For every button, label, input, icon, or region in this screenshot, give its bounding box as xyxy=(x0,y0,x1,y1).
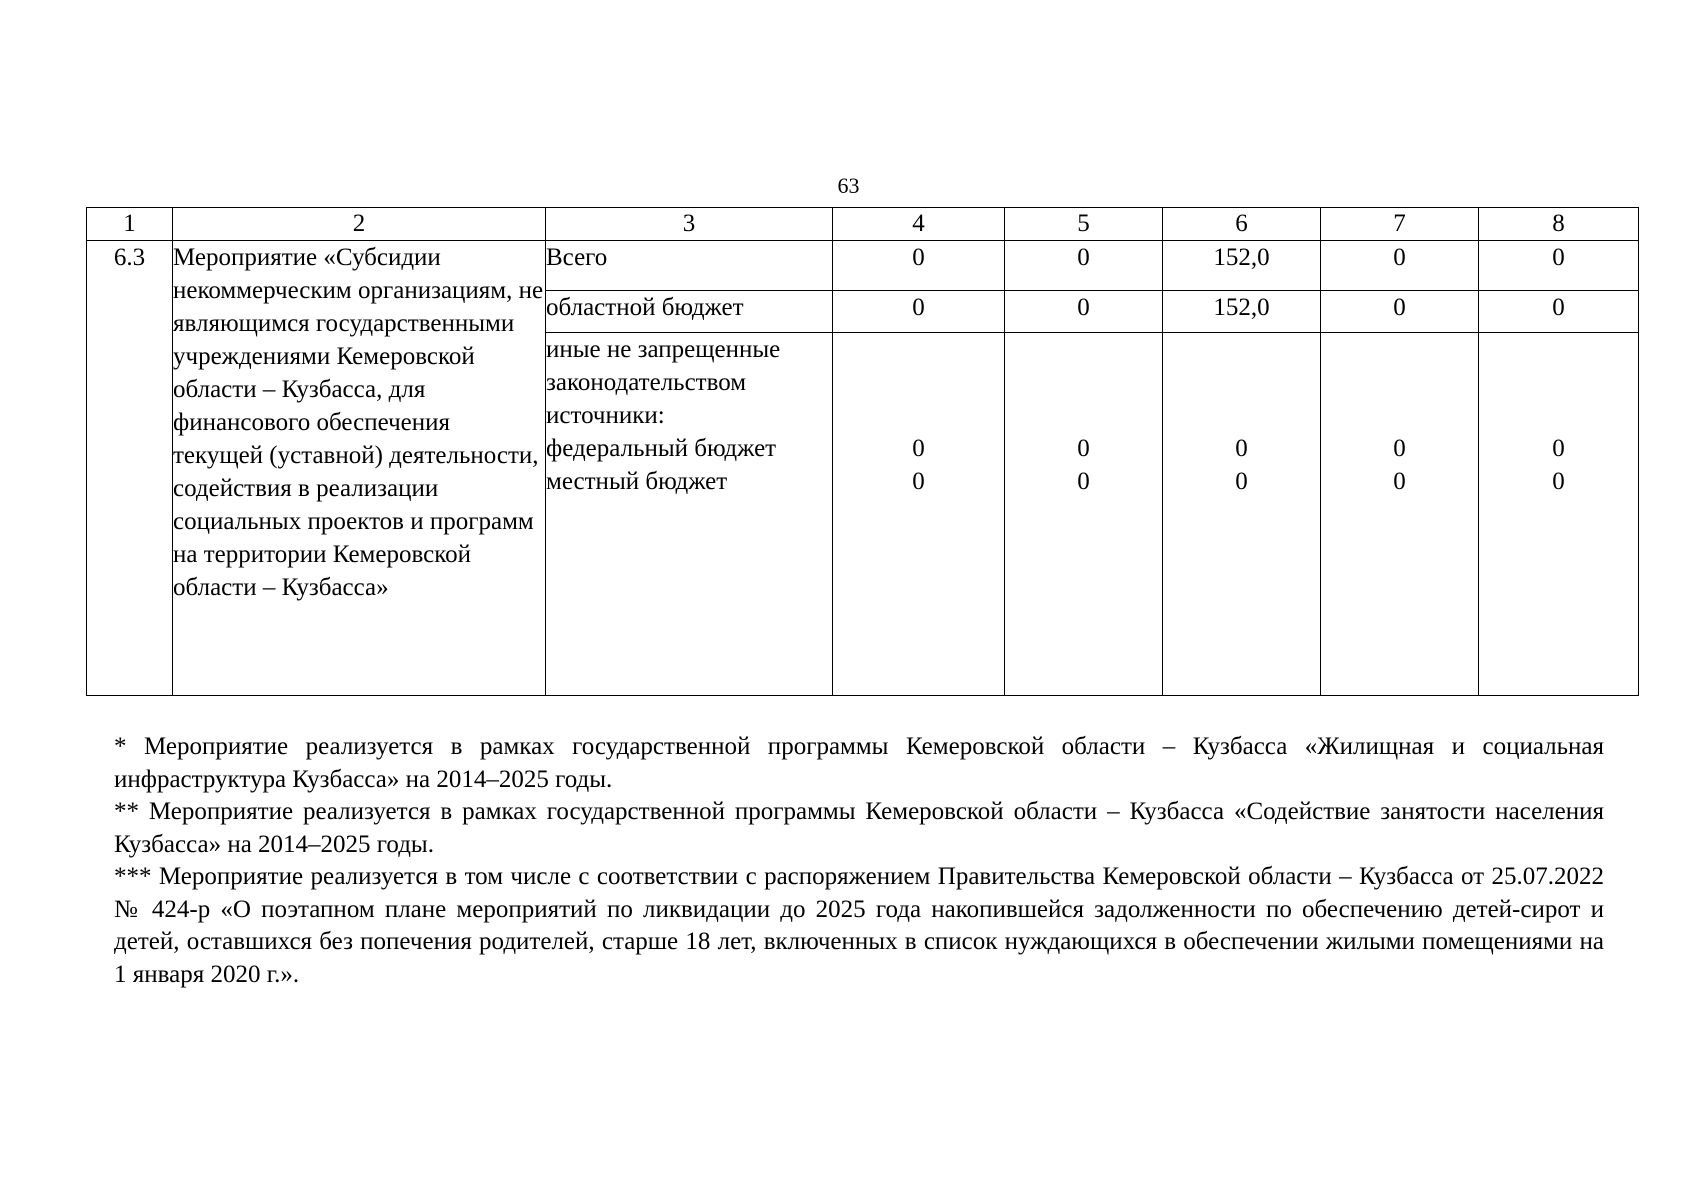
column-header: 3 xyxy=(546,208,833,241)
footnote: ** Мероприятие реализуется в рамках государственной программы Кемеровской области – Кузбасса «Содействие занятости населения Кузбасса» на 2014–2025 годы. xyxy=(114,798,1604,858)
value-cell: 152,0 xyxy=(1163,291,1321,333)
value-cell: 0 xyxy=(1005,291,1163,333)
value-cell xyxy=(833,333,1005,696)
budget-table xyxy=(86,207,1639,696)
value-cell xyxy=(1163,333,1321,696)
row-number: 6.3 xyxy=(87,241,173,696)
value-cell: 0 xyxy=(1479,291,1639,333)
value: 0 xyxy=(912,468,925,495)
table-header-row xyxy=(87,208,1639,241)
value-cell: 0 xyxy=(833,241,1005,291)
footnotes xyxy=(114,731,1604,991)
value: 0 xyxy=(912,435,925,462)
value-cell: 0 xyxy=(1479,241,1639,291)
page-number: 63 xyxy=(837,173,860,198)
value: 0 xyxy=(1393,435,1406,462)
table-row xyxy=(87,241,1639,291)
footnote: * Мероприятие реализуется в рамках государственной программы Кемеровской области – Кузбасса «Жилищная и социальная инфраструктура Кузбасса» на 2014–2025 годы. xyxy=(114,733,1604,793)
value: 0 xyxy=(1552,468,1565,495)
value-cell: 0 xyxy=(1005,241,1163,291)
value-cell xyxy=(1005,333,1163,696)
column-header: 5 xyxy=(1005,208,1163,241)
value: 0 xyxy=(1077,468,1090,495)
funding-source-intro: иные не запрещенные законодательством источники: xyxy=(546,336,781,429)
value: 0 xyxy=(1393,468,1406,495)
funding-source: федеральный бюджет xyxy=(546,435,777,462)
value: 0 xyxy=(1235,435,1248,462)
cell-spacer xyxy=(833,333,1004,432)
funding-source: Всего xyxy=(546,241,833,291)
cell-spacer xyxy=(1005,333,1162,432)
column-header: 7 xyxy=(1321,208,1479,241)
value-cell: 0 xyxy=(1321,241,1479,291)
value-cell: 0 xyxy=(1321,291,1479,333)
value-cell: 0 xyxy=(833,291,1005,333)
funding-source-group xyxy=(546,333,833,696)
column-header: 2 xyxy=(173,208,546,241)
cell-spacer xyxy=(1163,333,1320,432)
cell-spacer xyxy=(1479,333,1638,432)
value-cell xyxy=(1479,333,1639,696)
footnote: *** Мероприятие реализуется в том числе с соответствии с распоряжением Правительства Кемеровской области – Кузбасса от 25.07.2022 № 424-р «О поэтапном плане мероприятий по ликвидации до 2025 года накопившейся задолженности по обеспечению детей-сирот и детей, оставшихся без попечения родителей, старше 18 лет, включенных в список нуждающихся в обеспечении жилыми помещениями на 1 января 2020 г.». xyxy=(114,863,1604,988)
cell-spacer xyxy=(1321,333,1478,432)
value-cell: 152,0 xyxy=(1163,241,1321,291)
column-header: 1 xyxy=(87,208,173,241)
funding-source: местный бюджет xyxy=(546,468,728,495)
column-header: 6 xyxy=(1163,208,1321,241)
value: 0 xyxy=(1552,435,1565,462)
funding-source: областной бюджет xyxy=(546,291,833,333)
activity-description: Мероприятие «Субсидии некоммерческим организациям, не являющимся государственными учреждениями Кемеровской области – Кузбасса, для финансового обеспечения текущей (уставной) деятельности, содействия в реализации социальных проектов и программ на территории Кемеровской области – Кузбасса» xyxy=(173,241,546,696)
value: 0 xyxy=(1077,435,1090,462)
column-header: 8 xyxy=(1479,208,1639,241)
value-cell xyxy=(1321,333,1479,696)
column-header: 4 xyxy=(833,208,1005,241)
value: 0 xyxy=(1235,468,1248,495)
